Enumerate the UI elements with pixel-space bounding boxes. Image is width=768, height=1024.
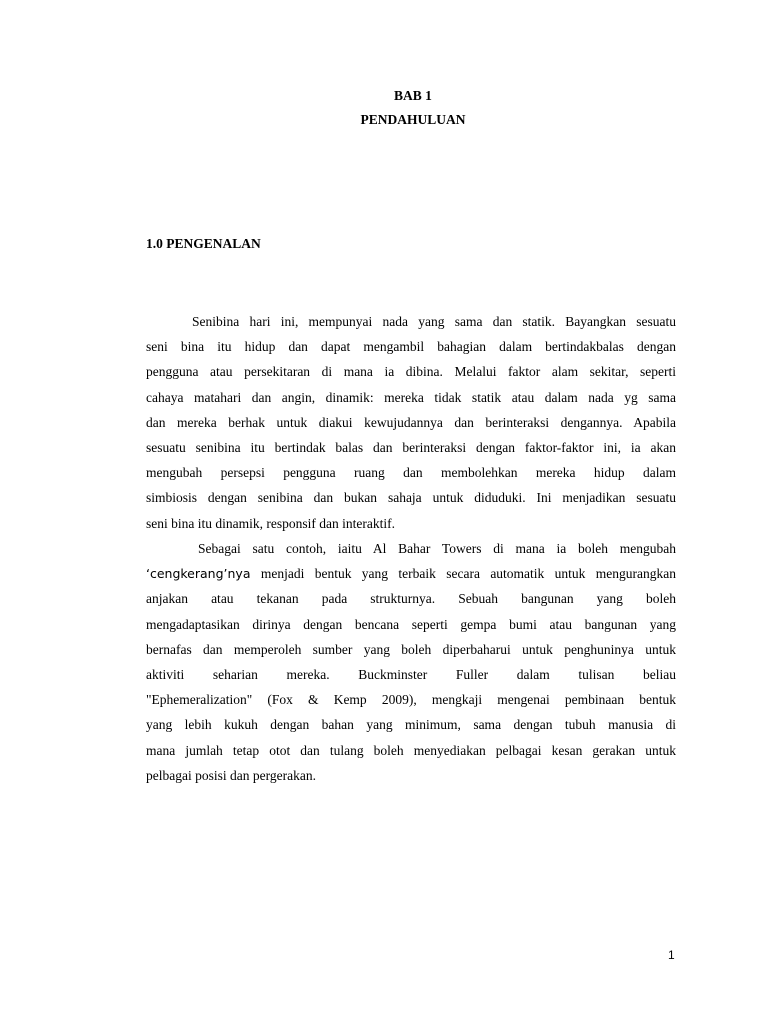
- paragraph-line: mana jumlah tetap otot dan tulang boleh menyediakan pelbagai kesan gerakan untuk: [146, 742, 676, 758]
- paragraph-line: anjakan atau tekanan pada strukturnya. Sebuah bangunan yang boleh: [146, 591, 676, 607]
- paragraph-line: bernafas dan memperoleh sumber yang boleh diperbaharui untuk penghuninya untuk: [146, 641, 676, 657]
- paragraph-line: sesuatu senibina itu bertindak balas dan berinteraksi dengan faktor-faktor ini, ia akan: [146, 439, 676, 455]
- paragraph-line: pelbagai posisi dan pergerakan.: [146, 767, 316, 783]
- page-number: 1: [668, 948, 675, 962]
- paragraph-2: [146, 536, 676, 788]
- chapter-number: BAB 1: [394, 88, 432, 103]
- paragraph-line: yang lebih kukuh dengan bahan yang minimum, sama dengan tubuh manusia di: [146, 717, 676, 733]
- paragraph-line: [146, 561, 676, 586]
- paragraph-line: "Ephemeralization" (Fox & Kemp 2009), mengkaji mengenai pembinaan bentuk: [146, 692, 676, 708]
- quoted-word: ‘cengkerang’nya: [146, 566, 251, 582]
- paragraph-line: mengadaptasikan dirinya dengan bencana seperti gempa bumi atau bangunan yang: [146, 616, 676, 632]
- paragraph-line: mengubah persepsi pengguna ruang dan membolehkan mereka hidup dalam: [146, 465, 676, 481]
- paragraph-line: dan mereka berhak untuk diakui kewujudannya dan berinteraksi dengannya. Apabila: [146, 414, 676, 430]
- chapter-title: PENDAHULUAN: [360, 112, 466, 127]
- paragraph-line: seni bina itu hidup dan dapat mengambil bahagian dalam bertindakbalas dengan: [146, 339, 676, 355]
- paragraph-line: cahaya matahari dan angin, dinamik: mereka tidak statik atau dalam nada yg sama: [146, 389, 676, 405]
- section-heading: 1.0 PENGENALAN: [146, 236, 261, 251]
- paragraph-line: simbiosis dengan senibina dan bukan sahaja untuk diduduki. Ini menjadikan sesuatu: [146, 490, 676, 506]
- paragraph-1: [146, 309, 676, 536]
- paragraph-line: pengguna atau persekitaran di mana ia dibina. Melalui faktor alam sekitar, seperti: [146, 364, 676, 380]
- paragraph-line-rest: menjadi bentuk yang terbaik secara automatik untuk mengurangkan: [250, 566, 676, 582]
- paragraph-line: Sebagai satu contoh, iaitu Al Bahar Towers di mana ia boleh mengubah: [198, 541, 676, 556]
- paragraph-line: aktiviti seharian mereka. Buckminster Fuller dalam tulisan beliau: [146, 666, 676, 682]
- paragraph-line: Senibina hari ini, mempunyai nada yang sama dan statik. Bayangkan sesuatu: [192, 314, 676, 329]
- paragraph-line: seni bina itu dinamik, responsif dan interaktif.: [146, 515, 395, 531]
